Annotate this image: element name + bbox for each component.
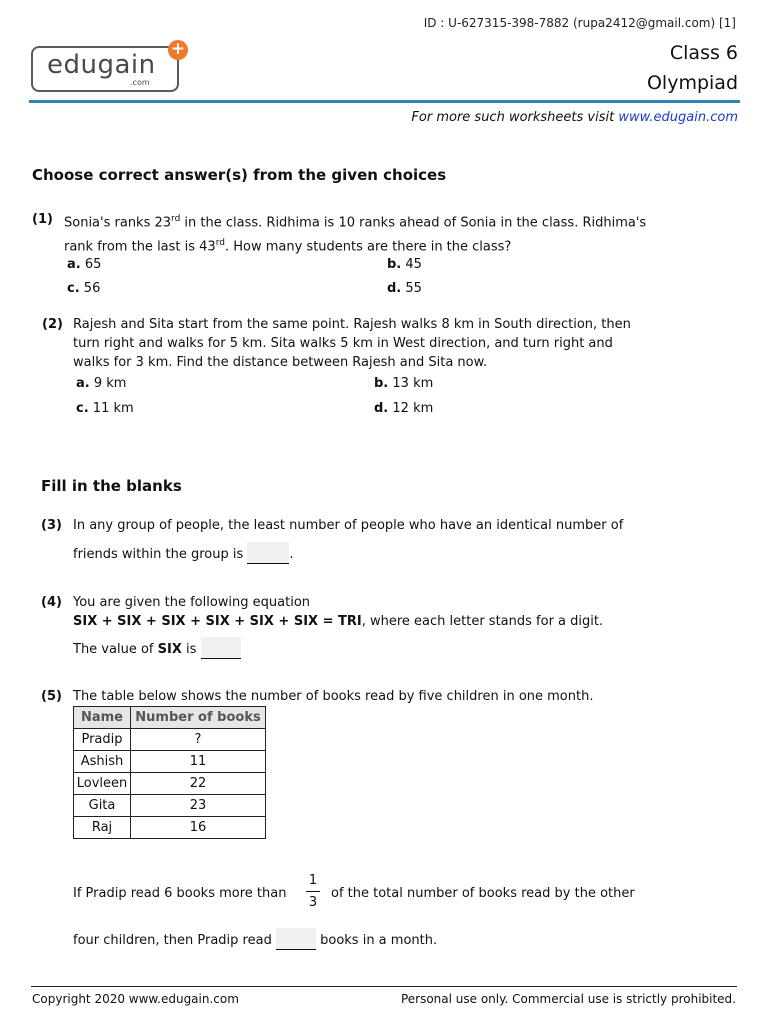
q1-text — [64, 210, 724, 257]
q3-number: (3) — [41, 518, 62, 533]
table-row: Raj 16 — [74, 817, 266, 839]
q2-text — [73, 315, 723, 372]
fraction-denominator: 3 — [308, 895, 318, 910]
q1-line1: Sonia's ranks 23rd in the class. Ridhima is 10 ranks ahead of Sonia in the class. Ridhima's — [64, 214, 647, 231]
q3-answer-blank[interactable] — [247, 542, 289, 564]
q2-line2: turn right and walks for 5 km. Sita walks 5 km in West direction, and turn right and — [73, 336, 613, 351]
mcq-section-title: Choose correct answer(s) from the given choices — [32, 166, 447, 184]
q3-line1: In any group of people, the least number of people who have an identical number of — [73, 518, 624, 533]
table-row: Pradip ? — [74, 729, 266, 751]
fraction-one-third — [303, 873, 323, 910]
q2-option-b[interactable]: b. 13 km — [374, 376, 434, 391]
q2-number: (2) — [42, 317, 63, 332]
fraction-bar — [306, 891, 320, 892]
q4-line3: The value of SIX is — [73, 637, 241, 659]
header-divider — [29, 100, 740, 103]
q5-answer-blank[interactable] — [276, 928, 316, 950]
student-id-line: ID : U-627315-398-7882 (rupa2412@gmail.com) [1] — [423, 16, 736, 30]
q2-option-c[interactable]: c. 11 km — [76, 401, 134, 416]
q5-para1-start: If Pradip read 6 books more than — [73, 886, 287, 901]
q1-option-d[interactable]: d. 55 — [387, 281, 422, 296]
q5-number: (5) — [41, 689, 62, 704]
q4-answer-blank[interactable] — [201, 637, 241, 659]
visit-prefix: For more such worksheets visit — [411, 110, 619, 125]
subject-label: Olympiad — [646, 72, 738, 94]
fraction-numerator: 1 — [308, 873, 318, 888]
visit-link[interactable]: www.edugain.com — [618, 110, 738, 125]
q2-line1: Rajesh and Sita start from the same point. Rajesh walks 8 km in South direction, then — [73, 317, 631, 332]
visit-line — [411, 110, 738, 125]
table-row: Gita 23 — [74, 795, 266, 817]
table-row: Ashish 11 — [74, 751, 266, 773]
q2-option-d[interactable]: d. 12 km — [374, 401, 434, 416]
logo-domain: .com — [130, 78, 150, 87]
q2-option-a[interactable]: a. 9 km — [76, 376, 127, 391]
q4-equation-line: SIX + SIX + SIX + SIX + SIX + SIX = TRI, where each letter stands for a digit. — [73, 614, 604, 629]
class-label: Class 6 — [669, 42, 738, 64]
q2-line3: walks for 3 km. Find the distance between Rajesh and Sita now. — [73, 355, 488, 370]
q4-line1: You are given the following equation — [73, 595, 311, 610]
table-row: Lovleen 22 — [74, 773, 266, 795]
q1-line2: rank from the last is 43rd. How many students are there in the class? — [64, 238, 512, 255]
books-table — [73, 706, 266, 839]
logo-wordmark: edugain — [47, 50, 156, 80]
q1-option-b[interactable]: b. 45 — [387, 257, 422, 272]
q1-number: (1) — [32, 212, 53, 227]
q3-line2: friends within the group is . — [73, 542, 294, 564]
q4-equation: SIX + SIX + SIX + SIX + SIX + SIX = TRI — [73, 614, 362, 629]
q5-para2: four children, then Pradip read books in a month. — [73, 928, 437, 950]
q4-number: (4) — [41, 595, 62, 610]
q1-option-a[interactable]: a. 65 — [67, 257, 102, 272]
q5-line1: The table below shows the number of books read by five children in one month. — [73, 689, 594, 704]
plus-icon: + — [168, 40, 188, 60]
q1-option-c[interactable]: c. 56 — [67, 281, 101, 296]
table-header-name: Name — [74, 707, 131, 729]
table-header-row — [74, 707, 266, 729]
edugain-logo — [31, 39, 186, 92]
table-header-books: Number of books — [131, 707, 266, 729]
footer-divider — [31, 986, 737, 987]
fill-section-title: Fill in the blanks — [41, 477, 182, 495]
footer-notice: Personal use only. Commercial use is strictly prohibited. — [400, 992, 736, 1006]
footer-copyright: Copyright 2020 www.edugain.com — [32, 992, 239, 1006]
q5-para1-end: of the total number of books read by the other — [331, 886, 635, 901]
